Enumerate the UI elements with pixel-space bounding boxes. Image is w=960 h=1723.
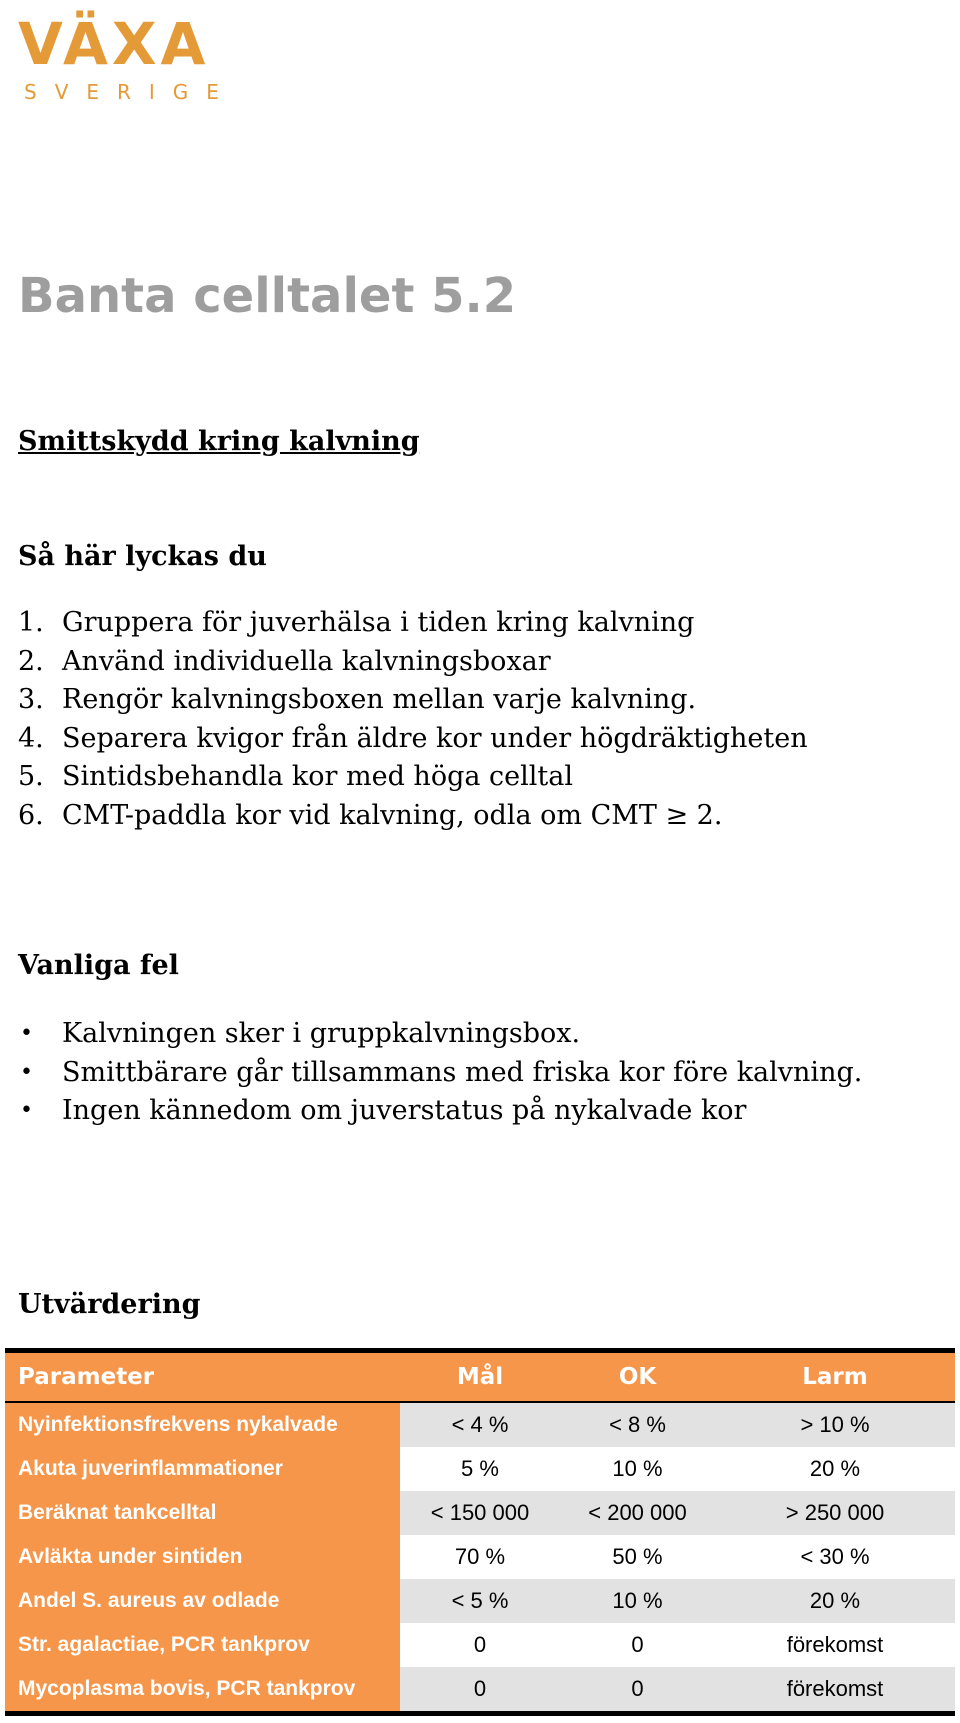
vaxa-sverige-logo xyxy=(16,10,248,106)
cell-parameter: Str. agalactiae, PCR tankprov xyxy=(5,1623,400,1667)
list-item-text: Rengör kalvningsboxen mellan varje kalvning. xyxy=(62,684,697,715)
list-number: 1. xyxy=(18,607,44,638)
page-title: Banta celltalet 5.2 xyxy=(18,268,517,324)
success-list-item xyxy=(18,758,808,797)
errors-list xyxy=(18,1015,862,1131)
list-number: 4. xyxy=(18,722,44,754)
success-list-item xyxy=(18,681,808,720)
cell-ok: 10 % xyxy=(560,1447,715,1491)
cell-mal: < 5 % xyxy=(400,1579,560,1623)
cell-larm: > 10 % xyxy=(715,1403,955,1447)
table-row xyxy=(5,1667,955,1711)
cell-parameter: Nyinfektionsfrekvens nykalvade xyxy=(5,1403,400,1447)
list-item-text: Sintidsbehandla kor med höga celltal xyxy=(62,761,573,792)
cell-parameter: Beräknat tankcelltal xyxy=(5,1491,400,1535)
cell-larm: > 250 000 xyxy=(715,1491,955,1535)
success-list-item xyxy=(18,604,808,643)
cell-larm: < 30 % xyxy=(715,1535,955,1579)
cell-ok: 10 % xyxy=(560,1579,715,1623)
cell-mal: 0 xyxy=(400,1667,560,1711)
cell-ok: 0 xyxy=(560,1623,715,1667)
list-item-text: Kalvningen sker i gruppkalvningsbox. xyxy=(62,1018,581,1049)
cell-parameter: Akuta juverinflammationer xyxy=(5,1447,400,1491)
success-list xyxy=(18,604,808,835)
cell-mal: 70 % xyxy=(400,1535,560,1579)
errors-list-item xyxy=(18,1092,862,1131)
errors-heading: Vanliga fel xyxy=(18,950,179,981)
success-list-item xyxy=(18,643,808,682)
bullet-icon: • xyxy=(20,1098,33,1123)
cell-mal: 5 % xyxy=(400,1447,560,1491)
success-list-item xyxy=(18,797,808,836)
table-row xyxy=(5,1447,955,1491)
cell-larm: 20 % xyxy=(715,1447,955,1491)
evaluation-table xyxy=(5,1348,955,1716)
errors-list-item xyxy=(18,1054,862,1093)
cell-larm: 20 % xyxy=(715,1579,955,1623)
cell-mal: < 150 000 xyxy=(400,1491,560,1535)
evaluation-heading: Utvärdering xyxy=(18,1289,201,1320)
table-row xyxy=(5,1491,955,1535)
cell-ok: < 8 % xyxy=(560,1403,715,1447)
list-number: 3. xyxy=(18,684,44,715)
section-heading-smittskydd: Smittskydd kring kalvning xyxy=(18,426,420,457)
cell-larm: förekomst xyxy=(715,1667,955,1711)
success-heading: Så här lyckas du xyxy=(18,541,267,572)
cell-ok: 0 xyxy=(560,1667,715,1711)
list-item-text: Ingen kännedom om juverstatus på nykalvade kor xyxy=(62,1095,747,1126)
cell-larm: förekomst xyxy=(715,1623,955,1667)
cell-parameter: Andel S. aureus av odlade xyxy=(5,1579,400,1623)
table-header-row xyxy=(5,1353,955,1401)
table-row xyxy=(5,1403,955,1447)
bullet-icon: • xyxy=(20,1021,33,1046)
cell-parameter: Avläkta under sintiden xyxy=(5,1535,400,1579)
list-number: 5. xyxy=(18,761,44,792)
list-item-text: Gruppera för juverhälsa i tiden kring kalvning xyxy=(62,607,695,638)
header-mal: Mål xyxy=(456,1364,504,1390)
list-number: 6. xyxy=(18,799,44,831)
list-number: 2. xyxy=(18,645,44,677)
header-ok: OK xyxy=(618,1364,657,1390)
logo-subtitle: SVERIGE xyxy=(24,80,237,104)
logo-wordmark: VÄXA xyxy=(18,10,210,78)
table-bottom-rule xyxy=(5,1711,955,1716)
list-item-text: Separera kvigor från äldre kor under högdräktigheten xyxy=(62,722,808,754)
header-parameter: Parameter xyxy=(18,1364,155,1390)
success-list-item xyxy=(18,720,808,759)
cell-ok: 50 % xyxy=(560,1535,715,1579)
errors-list-item xyxy=(18,1015,862,1054)
table-row xyxy=(5,1535,955,1579)
list-item-text: CMT-paddla kor vid kalvning, odla om CMT ≥ 2. xyxy=(62,799,723,831)
table-row xyxy=(5,1579,955,1623)
header-larm: Larm xyxy=(802,1364,868,1390)
list-item-text: Smittbärare går tillsammans med friska kor före kalvning. xyxy=(62,1056,863,1088)
bullet-icon: • xyxy=(20,1059,33,1085)
cell-mal: 0 xyxy=(400,1623,560,1667)
table-row xyxy=(5,1623,955,1667)
cell-parameter: Mycoplasma bovis, PCR tankprov xyxy=(5,1667,400,1711)
cell-mal: < 4 % xyxy=(400,1403,560,1447)
cell-ok: < 200 000 xyxy=(560,1491,715,1535)
list-item-text: Använd individuella kalvningsboxar xyxy=(62,645,551,677)
